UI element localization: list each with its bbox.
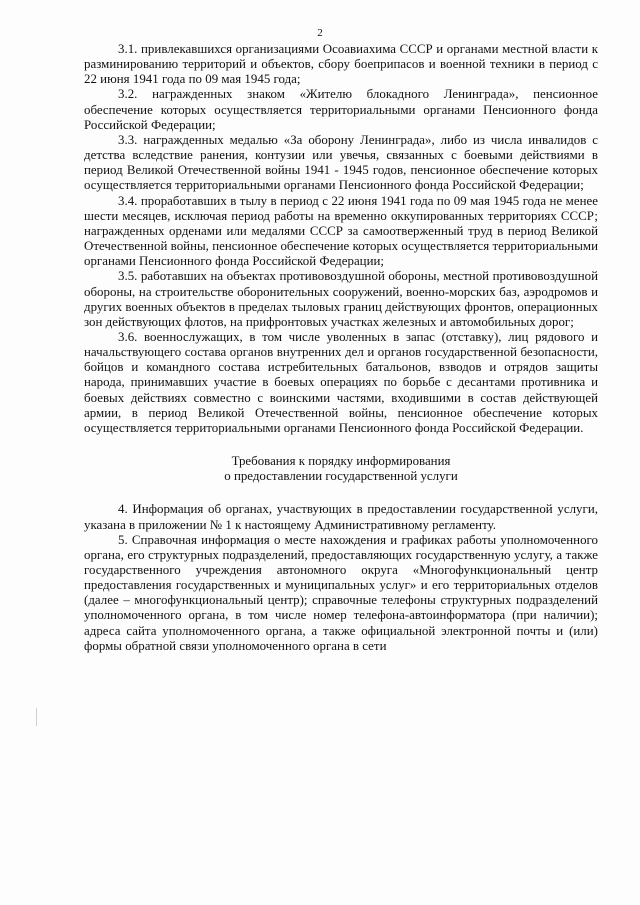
paragraph-3-6: 3.6. военнослужащих, в том числе уволенных в запас (отставку), лиц рядового и начальствующего состава органов внутренних дел и органов государственной безопасности, бойцов и командного состава истребительных батальонов, взводов и отрядов защиты народа, принимавших участие в боевых операциях по борьбе с десантами противника и боевых действиях совместно с воинскими частями, входившими в состав действующей армии, в период Великой Отечественной войны, пенсионное обеспечение которых осуществляется территориальными органами Пенсионного фонда Российской Федерации. bbox=[84, 329, 598, 435]
paragraph-3-2: 3.2. награжденных знаком «Жителю блокадного Ленинграда», пенсионное обеспечение которых осуществляется территориальными органами Пенсионного фонда Российской Федерации; bbox=[84, 87, 598, 132]
paragraph-4: 4. Информация об органах, участвующих в предоставлении государственной услуги, указана в приложении № 1 к настоящему Административному регламенту. bbox=[84, 502, 598, 532]
section-heading bbox=[84, 454, 598, 484]
document-body bbox=[84, 42, 598, 654]
paragraph-3-1: 3.1. привлекавшихся организациями Осоавиахима СССР и органами местной власти к разминированию территорий и объектов, сбору боеприпасов и военной техники в период с 22 июня 1941 года по 09 мая 1945 года; bbox=[84, 42, 598, 87]
page-number: 2 bbox=[317, 27, 323, 39]
paragraph-3-3: 3.3. награжденных медалью «За оборону Ленинграда», либо из числа инвалидов с детства вследствие ранения, контузии или увечья, связанных с боевыми действиями в период Великой Отечественной войны 1941 - 1945 годов, пенсионное обеспечение которых осуществляется территориальными органами Пенсионного фонда Российской Федерации; bbox=[84, 132, 598, 193]
scan-margin-mark bbox=[36, 708, 37, 726]
paragraph-3-5: 3.5. работавших на объектах противовоздушной обороны, местной противовоздушной обороны, на строительстве оборонительных сооружений, военно-морских баз, аэродромов и других военных объектов в пределах тыловых границ действующих фронтов, операционных зон действующих флотов, на прифронтовых участках железных и автомобильных дорог; bbox=[84, 269, 598, 329]
paragraph-3-4: 3.4. проработавших в тылу в период с 22 июня 1941 года по 09 мая 1945 года не менее шести месяцев, исключая период работы на временно оккупированных территориях СССР; награжденных орденами или медалями СССР за самоотверженный труд в период Великой Отечественной войны, пенсионное обеспечение которых осуществляется территориальными органами Пенсионного фонда Российской Федерации; bbox=[84, 193, 598, 269]
section-heading-line-2: о предоставлении государственной услуги bbox=[224, 469, 458, 484]
section-heading-line-1: Требования к порядку информирования bbox=[231, 454, 451, 469]
paragraph-5: 5. Справочная информация о месте нахождения и графиках работы уполномоченного органа, его структурных подразделений, предоставляющих государственную услугу, а также государственного учреждения автономного округа «Многофункциональный центр предоставления государственных и муниципальных услуг» и его территориальных отделов (далее – многофункциональный центр); справочные телефоны структурных подразделений уполномоченного органа, в том числе номер телефона-автоинформатора (при наличии); адреса сайта уполномоченного органа, а также официальной электронной почты и (или) формы обратной связи уполномоченного органа в сети bbox=[84, 532, 598, 653]
